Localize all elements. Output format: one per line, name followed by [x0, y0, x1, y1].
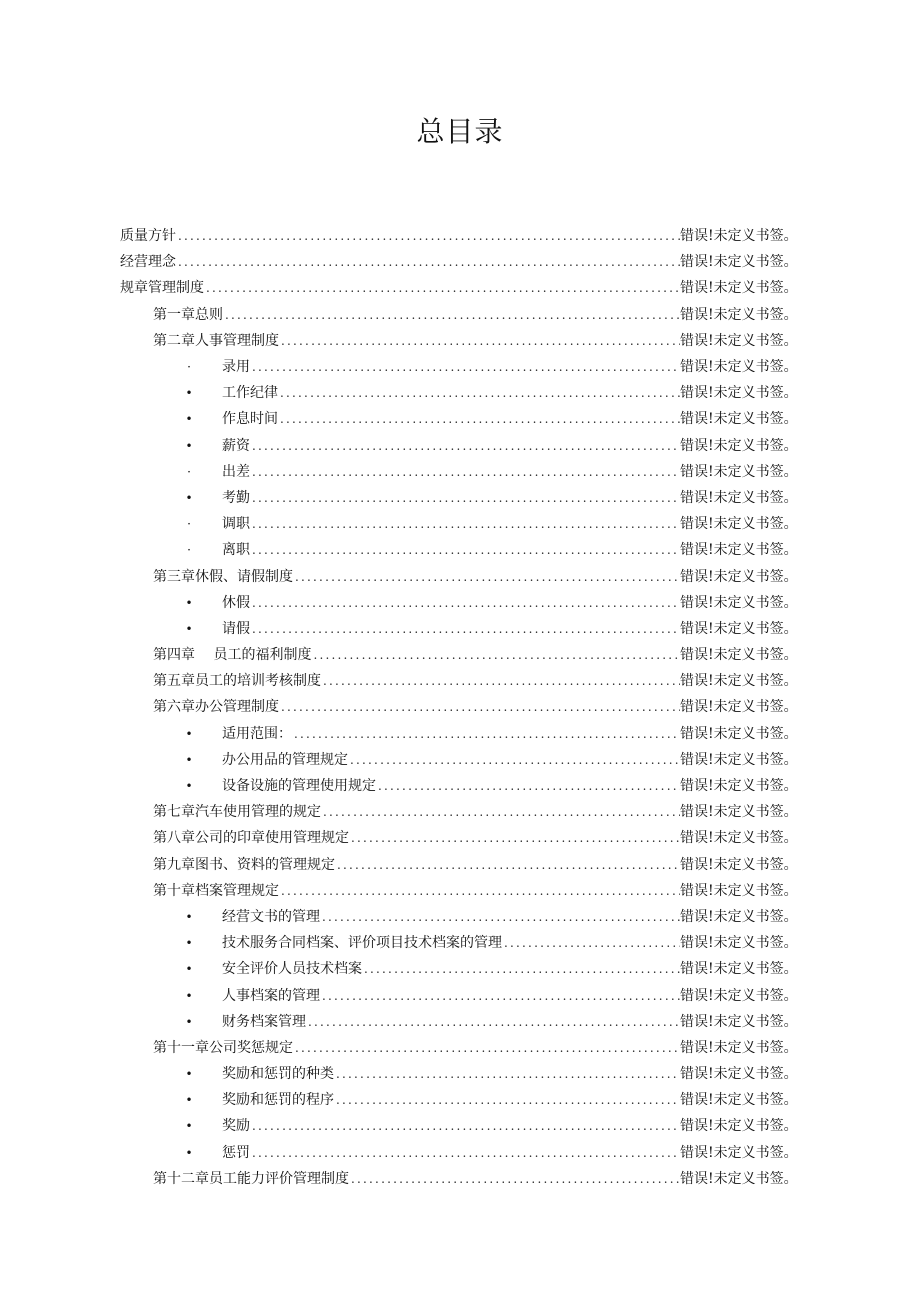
- toc-entry[interactable]: [0, 747, 920, 773]
- toc-dot-leader: [308, 1013, 680, 1031]
- toc-dot-leader: [281, 332, 680, 350]
- toc-dot-leader: [337, 856, 680, 874]
- toc-entry[interactable]: [0, 1061, 920, 1087]
- toc-entry-label: 经营理念: [120, 254, 176, 271]
- toc-entry-label: 奖励和惩罚的种类: [222, 1066, 334, 1083]
- toc-entry-label: 请假: [222, 620, 250, 637]
- toc-entry[interactable]: [0, 433, 920, 459]
- toc-page-reference: 错误!未定义书签。: [680, 332, 798, 349]
- toc-page-reference: 错误!未定义书签。: [680, 961, 798, 978]
- toc-entry-label: 第四章 员工的福利制度: [153, 647, 312, 664]
- toc-page-reference: 错误!未定义书签。: [680, 1013, 798, 1030]
- toc-entry[interactable]: [0, 223, 920, 249]
- toc-entry[interactable]: [0, 642, 920, 668]
- toc-page-reference: 错误!未定义书签。: [680, 882, 798, 899]
- toc-page-reference: 错误!未定义书签。: [680, 620, 798, 637]
- toc-page-reference: 错误!未定义书签。: [680, 778, 798, 795]
- toc-entry[interactable]: [0, 328, 920, 354]
- toc-dot-leader: [281, 698, 680, 716]
- toc-entry[interactable]: [0, 852, 920, 878]
- toc-bullet: •: [185, 726, 193, 741]
- toc-entry-label: 工作纪律: [222, 385, 278, 402]
- toc-bullet: ·: [187, 543, 191, 558]
- toc-bullet: •: [185, 988, 193, 1003]
- toc-entry-label: 人事档案的管理: [222, 987, 320, 1004]
- toc-dot-leader: [252, 358, 680, 376]
- toc-entry-label: 办公用品的管理规定: [222, 751, 348, 768]
- toc-dot-leader: [351, 829, 680, 847]
- toc-entry-label: 经营文书的管理: [222, 908, 320, 925]
- toc-entry[interactable]: [0, 302, 920, 328]
- toc-dot-leader: [295, 568, 680, 586]
- toc-bullet: •: [185, 1119, 193, 1134]
- toc-dot-leader: [252, 515, 680, 533]
- toc-entry-label: 惩罚: [222, 1144, 250, 1161]
- toc-entry-label: 第三章休假、请假制度: [153, 568, 293, 585]
- toc-entry[interactable]: [0, 249, 920, 275]
- toc-dot-leader: [178, 253, 680, 271]
- toc-bullet: •: [185, 962, 193, 977]
- toc-bullet: •: [185, 936, 193, 951]
- toc-dot-leader: [295, 1039, 680, 1057]
- toc-entry[interactable]: [0, 1113, 920, 1139]
- toc-page-reference: 错误!未定义书签。: [680, 542, 798, 559]
- toc-dot-leader: [178, 227, 680, 245]
- toc-bullet: •: [185, 909, 193, 924]
- toc-bullet: •: [185, 1067, 193, 1082]
- toc-entry-label: 技术服务合同档案、评价项目技术档案的管理: [222, 935, 502, 952]
- toc-entry-label: 第五章员工的培训考核制度: [153, 673, 321, 690]
- toc-entry[interactable]: [0, 799, 920, 825]
- toc-entry-label: 离职: [222, 542, 250, 559]
- toc-page-reference: 错误!未定义书签。: [680, 856, 798, 873]
- toc-entry[interactable]: [0, 825, 920, 851]
- toc-dot-leader: [336, 1091, 680, 1109]
- toc-dot-leader: [323, 803, 680, 821]
- toc-entry-label: 奖励和惩罚的程序: [222, 1092, 334, 1109]
- toc-entry[interactable]: [0, 1140, 920, 1166]
- toc-page-reference: 错误!未定义书签。: [680, 1092, 798, 1109]
- toc-page-reference: 错误!未定义书签。: [680, 359, 798, 376]
- toc-entry[interactable]: [0, 354, 920, 380]
- toc-bullet: •: [185, 621, 193, 636]
- toc-bullet: •: [185, 1093, 193, 1108]
- toc-dot-leader: [350, 751, 680, 769]
- toc-page-reference: 错误!未定义书签。: [680, 725, 798, 742]
- toc-dot-leader: [280, 384, 680, 402]
- toc-bullet: •: [185, 386, 193, 401]
- toc-entry[interactable]: [0, 590, 920, 616]
- toc-entry[interactable]: [0, 485, 920, 511]
- toc-entry[interactable]: [0, 1035, 920, 1061]
- toc-page-reference: 错误!未定义书签。: [680, 647, 798, 664]
- toc-bullet: ·: [187, 360, 191, 375]
- toc-entry-label: 适用范围：: [222, 725, 292, 742]
- toc-page-reference: 错误!未定义书签。: [680, 1144, 798, 1161]
- toc-page-reference: 错误!未定义书签。: [680, 804, 798, 821]
- toc-entry[interactable]: [0, 1087, 920, 1113]
- toc-entry[interactable]: [0, 668, 920, 694]
- toc-entry-label: 第八章公司的印章使用管理规定: [153, 830, 349, 847]
- toc-entry[interactable]: [0, 459, 920, 485]
- toc-entry-label: 规章管理制度: [120, 280, 204, 297]
- toc-entry-label: 第二章人事管理制度: [153, 332, 279, 349]
- toc-page-reference: 错误!未定义书签。: [680, 1039, 798, 1056]
- toc-dot-leader: [322, 987, 680, 1005]
- toc-entry[interactable]: [0, 878, 920, 904]
- toc-bullet: ·: [187, 517, 191, 532]
- toc-bullet: •: [185, 752, 193, 767]
- toc-page-reference: 错误!未定义书签。: [680, 908, 798, 925]
- toc-page-reference: 错误!未定义书签。: [680, 1170, 798, 1187]
- toc-dot-leader: [313, 646, 680, 664]
- toc-entry[interactable]: [0, 511, 920, 537]
- toc-entry-label: 第十一章公司奖惩规定: [153, 1039, 293, 1056]
- toc-dot-leader: [252, 489, 680, 507]
- toc-page-reference: 错误!未定义书签。: [680, 516, 798, 533]
- toc-dot-leader: [378, 777, 680, 795]
- toc-entry[interactable]: [0, 930, 920, 956]
- toc-entry[interactable]: [0, 616, 920, 642]
- toc-entry-label: 质量方针: [120, 228, 176, 245]
- toc-entry-label: 休假: [222, 594, 250, 611]
- toc-bullet: ·: [187, 464, 191, 479]
- toc-dot-leader: [351, 1170, 680, 1188]
- toc-entry[interactable]: [0, 537, 920, 563]
- toc-page-reference: 错误!未定义书签。: [680, 751, 798, 768]
- page-title: 总目录: [416, 115, 504, 148]
- toc-entry[interactable]: [0, 956, 920, 982]
- toc-page-reference: 错误!未定义书签。: [680, 411, 798, 428]
- toc-dot-leader: [280, 410, 680, 428]
- toc-bullet: •: [185, 595, 193, 610]
- toc-bullet: •: [185, 779, 193, 794]
- toc-bullet: •: [185, 438, 193, 453]
- toc-dot-leader: [252, 541, 680, 559]
- toc-dot-leader: [252, 463, 680, 481]
- toc-page-reference: 错误!未定义书签。: [680, 437, 798, 454]
- toc-page-reference: 错误!未定义书签。: [680, 489, 798, 506]
- toc-dot-leader: [252, 594, 680, 612]
- toc-page-reference: 错误!未定义书签。: [680, 1066, 798, 1083]
- toc-page-reference: 错误!未定义书签。: [680, 987, 798, 1004]
- toc-page-reference: 错误!未定义书签。: [680, 254, 798, 271]
- toc-entry-label: 录用: [222, 359, 250, 376]
- toc-page-reference: 错误!未定义书签。: [680, 935, 798, 952]
- toc-dot-leader: [252, 1144, 680, 1162]
- toc-page-reference: 错误!未定义书签。: [680, 673, 798, 690]
- toc-dot-leader: [281, 882, 680, 900]
- toc-entry-label: 调职: [222, 516, 250, 533]
- toc-dot-leader: [252, 1117, 680, 1135]
- toc-entry[interactable]: [0, 406, 920, 432]
- toc-page-reference: 错误!未定义书签。: [680, 385, 798, 402]
- toc-dot-leader: [225, 306, 680, 324]
- toc-entry[interactable]: [0, 563, 920, 589]
- toc-dot-leader: [206, 279, 680, 297]
- toc-entry-label: 第十二章员工能力评价管理制度: [153, 1170, 349, 1187]
- table-of-contents: [0, 223, 920, 1192]
- toc-entry-label: 奖励: [222, 1118, 250, 1135]
- toc-entry[interactable]: [0, 904, 920, 930]
- toc-entry-label: 安全评价人员技术档案: [222, 961, 362, 978]
- toc-entry[interactable]: [0, 694, 920, 720]
- toc-entry[interactable]: [0, 1166, 920, 1192]
- toc-dot-leader: [504, 934, 680, 952]
- toc-dot-leader: [322, 908, 680, 926]
- toc-entry-label: 薪资: [222, 437, 250, 454]
- toc-dot-leader: [294, 725, 680, 743]
- toc-dot-leader: [252, 437, 680, 455]
- toc-page-reference: 错误!未定义书签。: [680, 1118, 798, 1135]
- toc-page-reference: 错误!未定义书签。: [680, 594, 798, 611]
- toc-entry-label: 第六章办公管理制度: [153, 699, 279, 716]
- toc-dot-leader: [336, 1065, 680, 1083]
- toc-dot-leader: [323, 672, 680, 690]
- toc-entry-label: 第七章汽车使用管理的规定: [153, 804, 321, 821]
- toc-page-reference: 错误!未定义书签。: [680, 280, 798, 297]
- toc-entry-label: 第十章档案管理规定: [153, 882, 279, 899]
- toc-dot-leader: [252, 620, 680, 638]
- toc-entry-label: 财务档案管理: [222, 1013, 306, 1030]
- toc-bullet: •: [185, 1145, 193, 1160]
- toc-bullet: •: [185, 412, 193, 427]
- toc-entry[interactable]: [0, 721, 920, 747]
- toc-entry-label: 第九章图书、资料的管理规定: [153, 856, 335, 873]
- toc-entry-label: 设备设施的管理使用规定: [222, 778, 376, 795]
- toc-entry[interactable]: [0, 773, 920, 799]
- toc-entry-label: 出差: [222, 463, 250, 480]
- toc-entry-label: 作息时间: [222, 411, 278, 428]
- toc-page-reference: 错误!未定义书签。: [680, 699, 798, 716]
- toc-page-reference: 错误!未定义书签。: [680, 830, 798, 847]
- toc-bullet: •: [185, 1014, 193, 1029]
- toc-page-reference: 错误!未定义书签。: [680, 306, 798, 323]
- toc-page-reference: 错误!未定义书签。: [680, 228, 798, 245]
- toc-entry[interactable]: [0, 380, 920, 406]
- toc-bullet: •: [185, 490, 193, 505]
- toc-page-reference: 错误!未定义书签。: [680, 463, 798, 480]
- toc-entry[interactable]: [0, 275, 920, 301]
- toc-page-reference: 错误!未定义书签。: [680, 568, 798, 585]
- toc-entry[interactable]: [0, 1009, 920, 1035]
- toc-dot-leader: [364, 960, 680, 978]
- toc-entry[interactable]: [0, 982, 920, 1008]
- toc-entry-label: 第一章总则: [153, 306, 223, 323]
- toc-entry-label: 考勤: [222, 489, 250, 506]
